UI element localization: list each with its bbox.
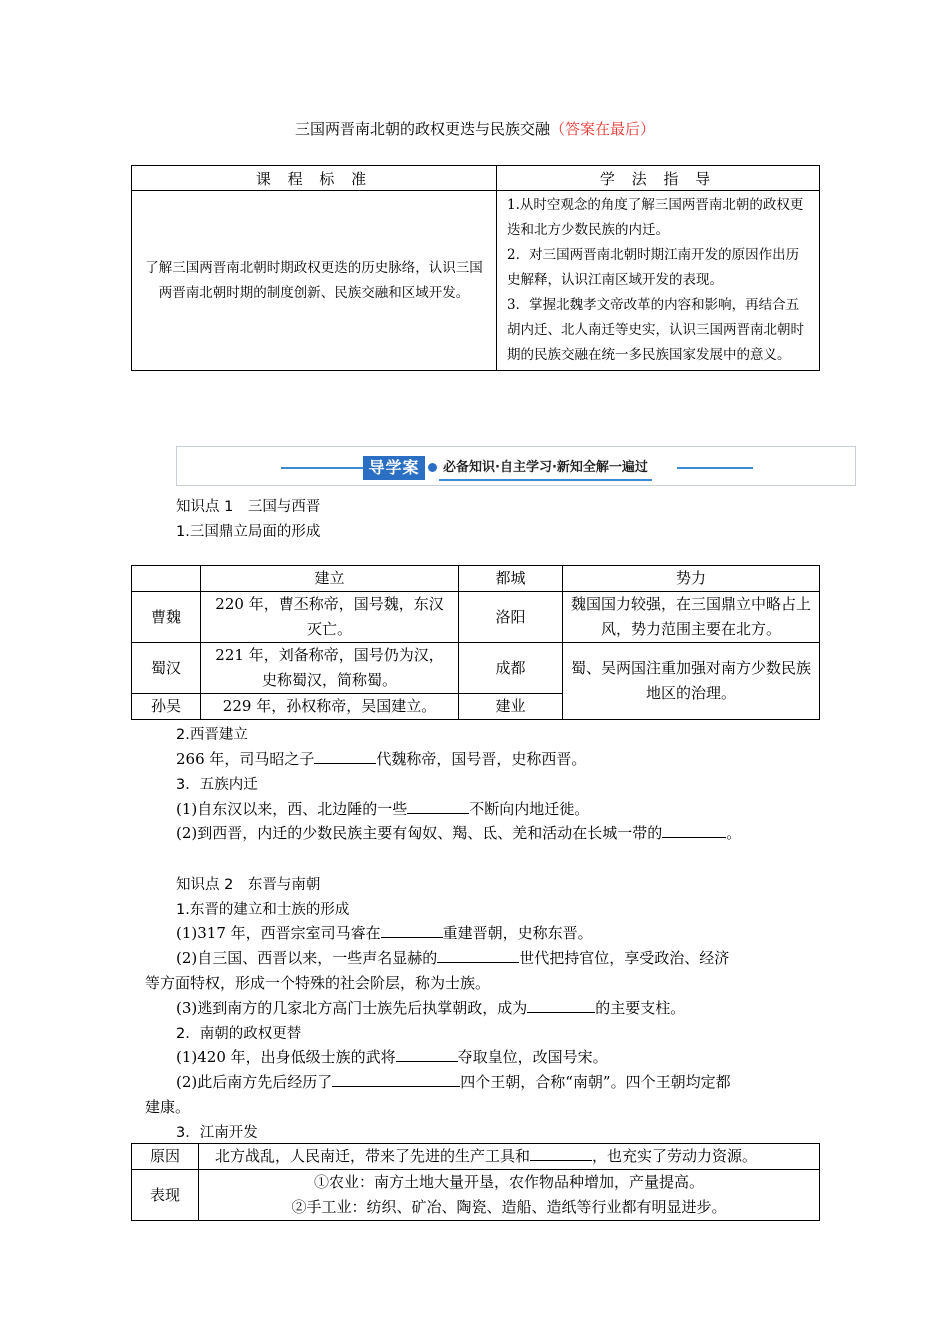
section-heading: 知识点 2 东晋与南朝: [176, 877, 321, 893]
answer-blank[interactable]: [437, 948, 519, 963]
paragraph: 等方面特权，形成一个特殊的社会阶层，称为士族。: [145, 974, 491, 992]
header-capital: 都城: [459, 566, 563, 592]
standards-table: [131, 165, 820, 371]
paragraph: (2)自三国、西晋以来，一些声名显赫的 世代把持官位，享受政治、经济: [176, 949, 730, 967]
subheading: 1.东晋的建立和士族的形成: [176, 902, 350, 918]
paragraph: 266 年，司马昭之子 代魏称帝，国号晋，史称西晋。: [176, 750, 587, 768]
paragraph: (1)317 年，西晋宗室司马睿在 重建晋朝，史称东晋。: [176, 924, 593, 942]
state-name: 孙吴: [132, 694, 201, 720]
jiangnan-table: [131, 1143, 820, 1221]
state-found: 220 年，曹丕称帝，国号魏，东汉灭亡。: [201, 592, 459, 643]
paragraph: (2)此后南方先后经历了 四个王朝，合称“南朝”。四个王朝均定都: [176, 1073, 731, 1091]
answer-blank[interactable]: [396, 1047, 458, 1062]
effect-cell: [199, 1170, 820, 1221]
answer-blank[interactable]: [381, 923, 443, 938]
answer-blank[interactable]: [662, 823, 726, 838]
subheading: 2．南朝的政权更替: [176, 1026, 302, 1042]
banner-line-right: [677, 467, 753, 469]
paragraph: 建康。: [145, 1098, 191, 1116]
page-title: [0, 118, 950, 139]
title-main: 三国两晋南北朝的政权更迭与民族交融: [294, 120, 550, 138]
answer-blank[interactable]: [407, 799, 469, 814]
state-power: 蜀、吴两国注重加强对南方少数民族地区的治理。: [563, 643, 820, 720]
paragraph: (2)到西晋，内迁的少数民族主要有匈奴、羯、氐、羌和活动在长城一带的 。: [176, 824, 742, 842]
guidance-header: 学 法 指 导: [497, 166, 820, 191]
guidance-item: 2．对三国两晋南北朝时期江南开发的原因作出历史解释，认识江南区域开发的表现。: [507, 247, 800, 288]
subheading: 2.西晋建立: [176, 727, 248, 743]
effect-item: ②手工业：纺织、矿冶、陶瓷、造船、造纸等行业都有明显进步。: [291, 1198, 727, 1216]
title-note: （答案在最后）: [550, 120, 656, 138]
state-power: 魏国国力较强，在三国鼎立中略占上风，势力范围主要在北方。: [563, 592, 820, 643]
guidance-item: 1.从时空观念的角度了解三国两晋南北朝的政权更迭和北方少数民族的内迁。: [507, 197, 804, 238]
effect-item: ①农业：南方土地大量开垦，农作物品种增加，产量提高。: [313, 1173, 704, 1191]
standard-text: 了解三国两晋南北朝时期政权更迭的历史脉络，认识三国两晋南北朝时期的制度创新、民族交融和区域开发。: [132, 191, 497, 371]
standards-header: 课 程 标 准: [132, 166, 497, 191]
header-blank: [132, 566, 201, 592]
banner-tag: 导学案: [363, 456, 425, 480]
subheading: 1.三国鼎立局面的形成: [176, 524, 321, 540]
answer-blank[interactable]: [530, 1146, 592, 1161]
section-heading: 知识点 1 三国与西晋: [176, 499, 321, 515]
guidance-cell: [497, 191, 820, 371]
state-name: 蜀汉: [132, 643, 201, 694]
cause-label: 原因: [132, 1144, 199, 1170]
answer-blank[interactable]: [314, 749, 376, 764]
state-found: 221 年，刘备称帝，国号仍为汉，史称蜀汉，简称蜀。: [201, 643, 459, 694]
state-name: 曹魏: [132, 592, 201, 643]
answer-blank[interactable]: [332, 1072, 460, 1087]
state-capital: 建业: [459, 694, 563, 720]
state-found: 229 年，孙权称帝，吴国建立。: [201, 694, 459, 720]
cause-text: 北方战乱，人民南迁，带来了先进的生产工具和 ，也充实了劳动力资源。: [199, 1144, 820, 1170]
paragraph: (3)逃到南方的几家北方高门士族先后执掌朝政，成为 的主要支柱。: [176, 999, 686, 1017]
banner-dot-icon: [428, 463, 437, 472]
banner-subtitle: 必备知识·自主学习·新知全解一遍过: [439, 457, 652, 481]
banner-line-left: [281, 467, 363, 469]
three-kingdoms-table: [131, 565, 820, 720]
answer-blank[interactable]: [527, 998, 595, 1013]
effect-label: 表现: [132, 1170, 199, 1221]
subheading: 3．五族内迁: [176, 777, 258, 793]
guidance-item: 3．掌握北魏孝文帝改革的内容和影响，再结合五胡内迁、北人南迁等史实，认识三国两晋南北朝时期的民族交融在统一多民族国家发展中的意义。: [507, 297, 804, 363]
state-capital: 洛阳: [459, 592, 563, 643]
subheading: 3．江南开发: [176, 1125, 258, 1141]
header-power: 势力: [563, 566, 820, 592]
section-banner: [176, 446, 856, 486]
paragraph: (1)420 年，出身低级士族的武将 夺取皇位，改国号宋。: [176, 1048, 608, 1066]
header-found: 建立: [201, 566, 459, 592]
paragraph: (1)自东汉以来，西、北边陲的一些 不断向内地迁徙。: [176, 800, 590, 818]
state-capital: 成都: [459, 643, 563, 694]
